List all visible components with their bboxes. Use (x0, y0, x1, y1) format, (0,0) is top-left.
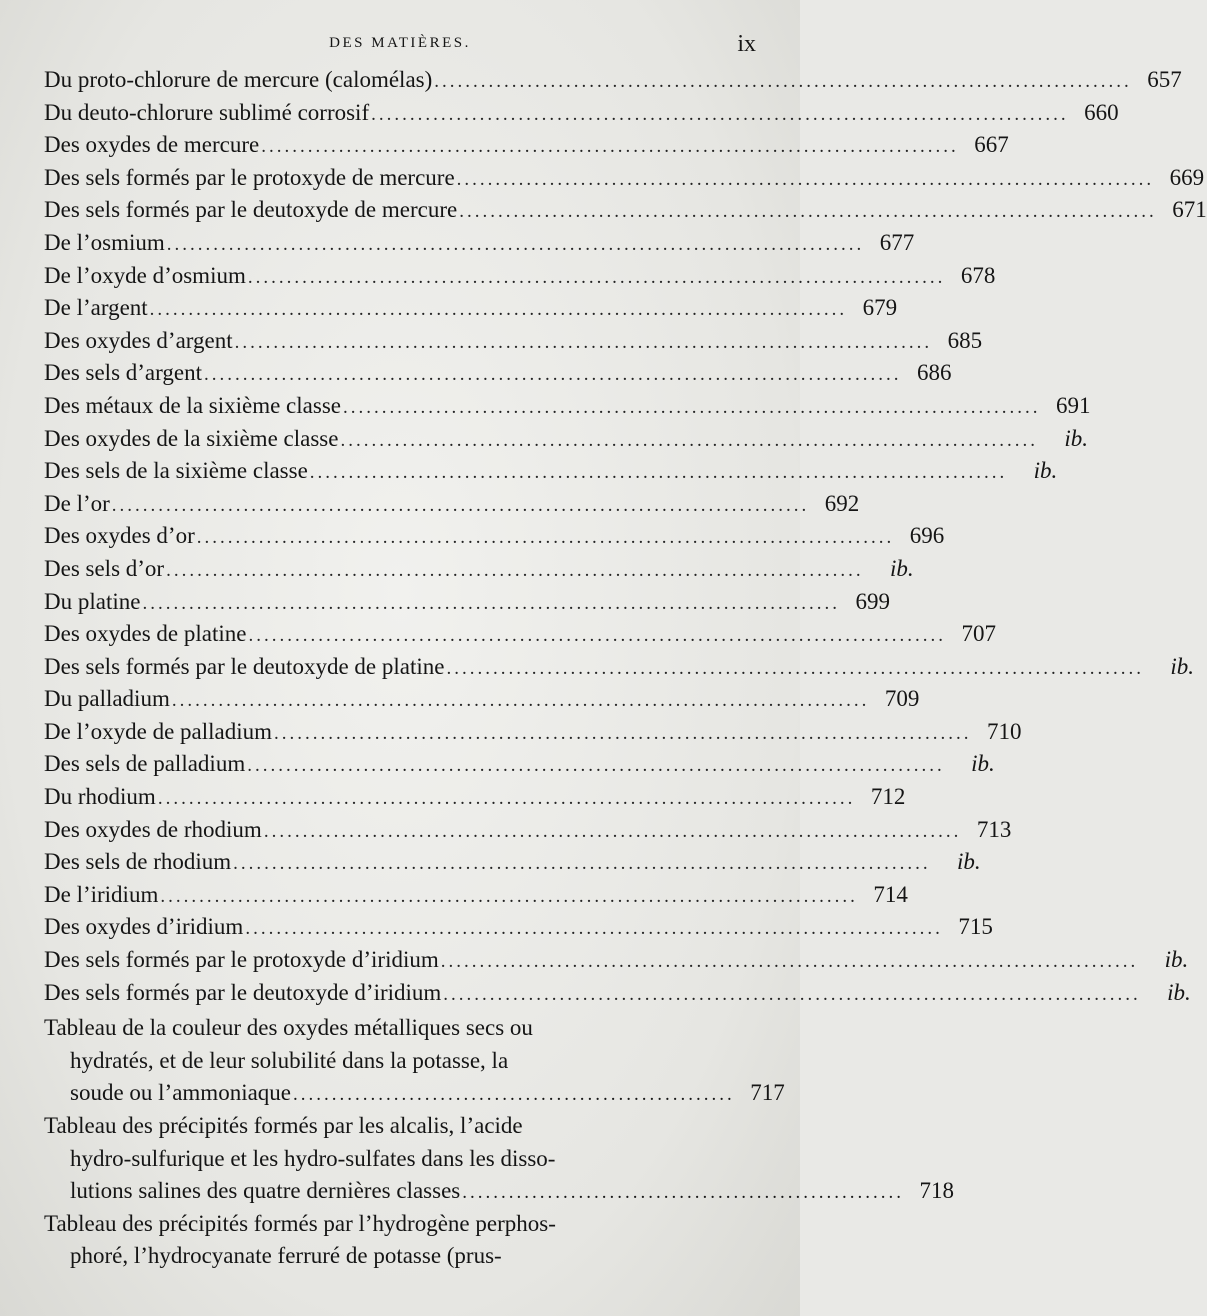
leader-dots: .......................................................................................... (340, 429, 1038, 451)
toc-entry-table-3 (44, 1208, 760, 1273)
toc-entry-title: Du proto-chlorure de mercure (calomélas) (44, 67, 433, 92)
leader-dots: .......................................................................................... (234, 331, 933, 353)
toc-entry (44, 816, 1012, 850)
toc-entry (44, 621, 996, 654)
toc-entry-line-last (44, 1175, 954, 1208)
toc-page-number: 685 (947, 327, 983, 353)
toc-page-number: 686 (916, 360, 952, 386)
leader-dots: .......................................................................................... (171, 690, 870, 712)
toc-entry-line: Tableau des précipités formés par les alcalis, l’acide (44, 1113, 523, 1138)
toc-entry (44, 914, 993, 947)
toc-page-number: 718 (919, 1178, 954, 1204)
toc-entry (44, 490, 860, 524)
toc-page-number: 671 (1172, 197, 1207, 223)
toc-page-number: 707 (961, 621, 996, 647)
toc-page-number: 669 (1169, 164, 1205, 190)
leader-dots: .......................................................................................... (245, 918, 943, 940)
toc-page-number: 667 (974, 132, 1009, 158)
toc-page-number: 710 (987, 718, 1022, 744)
toc-entry-title: Des sels formés par le protoxyde d’iridium (44, 947, 439, 973)
toc-entry (44, 523, 945, 556)
toc-entry (44, 132, 1009, 165)
toc-page-number: ib. (1170, 653, 1194, 679)
toc-entry-title: De l’osmium (44, 229, 165, 255)
leader-dots: .......................................................................................... (247, 266, 946, 288)
toc-page-number: ib. (957, 849, 981, 875)
table-of-contents (44, 67, 1207, 1273)
toc-entry-title: Des sels d’argent (44, 360, 202, 386)
leader-dots: .......................................................................................... (166, 559, 864, 581)
leader-dots: .......................................................................................... (247, 755, 945, 777)
leader-dots: ......................................................... (293, 1084, 735, 1106)
toc-page-number: ib. (1164, 947, 1189, 973)
toc-entry-title: De l’iridium (44, 881, 159, 907)
toc-page-number: 679 (862, 295, 898, 321)
toc-entry (44, 295, 898, 328)
toc-entry (44, 262, 996, 296)
toc-page-number: 712 (870, 784, 906, 810)
toc-entry (44, 881, 908, 915)
running-title: DES MATIÈRES. (329, 35, 471, 51)
toc-entry-line: hydratés, et de leur solubilité dans la potasse, la (70, 1047, 509, 1073)
toc-entry (44, 425, 1088, 459)
toc-page-number: 696 (909, 523, 945, 549)
toc-page-number: 709 (884, 686, 920, 712)
toc-entry-title: Du rhodium (44, 784, 156, 810)
toc-page-number: 717 (750, 1080, 785, 1106)
leader-dots: .......................................................................................... (274, 722, 972, 744)
toc-entry (44, 327, 983, 361)
toc-entry-title: Des sels formés par le deutoxyde de mercure (44, 197, 458, 223)
toc-page-number: 692 (824, 490, 860, 516)
toc-entry-title: Des oxydes d’or (44, 523, 195, 549)
toc-entry (44, 67, 1182, 100)
toc-entry-title: Des oxydes de mercure (44, 132, 260, 158)
toc-entry-title: De l’argent (44, 295, 148, 321)
toc-page-number: 715 (958, 914, 993, 940)
leader-dots: .......................................................................................... (459, 201, 1157, 223)
leader-dots: .......................................................................................... (142, 592, 840, 614)
toc-entry (44, 458, 1058, 491)
leader-dots: .......................................................................................... (371, 103, 1069, 125)
leader-dots: .......................................................................................... (248, 625, 946, 647)
toc-entry-line: Tableau des précipités formés par l’hydrogène perphos- (44, 1210, 556, 1236)
toc-entry-title: Des oxydes d’iridium (44, 914, 244, 940)
toc-page-number: 660 (1084, 99, 1119, 125)
leader-dots: .......................................................................................... (196, 527, 895, 549)
toc-entry (44, 588, 890, 622)
leader-dots: .......................................................................................... (261, 136, 959, 158)
leader-dots: .......................................................................................... (446, 657, 1144, 679)
leader-dots: .......................................................................................... (440, 951, 1139, 973)
leader-dots: .......................................................................................... (263, 820, 962, 842)
toc-entry-title: Du palladium (44, 686, 170, 712)
toc-page-number: ib. (971, 751, 995, 777)
leader-dots: .......................................................................................... (443, 983, 1141, 1005)
toc-page-number: ib. (1167, 979, 1191, 1005)
toc-entry (44, 197, 1207, 230)
toc-entry-title: Des sels de rhodium (44, 849, 232, 875)
leader-dots: .......................................................................................... (203, 364, 902, 386)
toc-page-number: 691 (1055, 392, 1091, 418)
leader-dots: .......................................................................................... (166, 233, 865, 255)
toc-entry (44, 849, 981, 882)
toc-entry-title: Des sels formés par le deutoxyde de platine (44, 653, 445, 679)
toc-page-number: 699 (855, 588, 890, 614)
leader-dots: .......................................................................................... (111, 494, 810, 516)
toc-page-number: 713 (976, 816, 1012, 842)
toc-entry-title-end: soude ou l’ammoniaque (70, 1080, 292, 1106)
leader-dots: .......................................................................................... (157, 788, 856, 810)
toc-entry (44, 555, 914, 589)
toc-entry-title: De l’oxyde d’osmium (44, 262, 246, 288)
toc-page-number: ib. (1033, 458, 1058, 484)
toc-page-number: 677 (879, 229, 915, 255)
toc-entries (44, 67, 1207, 1012)
toc-entry-title: Du deuto-chlorure sublimé corrosif (44, 99, 370, 125)
toc-entry (44, 751, 995, 784)
toc-entry-title: Des sels d’or (44, 555, 165, 581)
toc-entry-line: Tableau de la couleur des oxydes métalliques secs ou (44, 1015, 533, 1041)
toc-entry-table-2 (44, 1110, 954, 1208)
toc-entry-title-end: lutions salines des quatre dernières classes (70, 1178, 461, 1204)
toc-entry-title: Des métaux de la sixième classe (44, 392, 341, 418)
toc-entry-title: Des sels de palladium (44, 751, 246, 777)
toc-entry (44, 392, 1091, 426)
toc-entry-title: Des sels formés par le protoxyde de mercure (44, 164, 455, 190)
leader-dots: .......................................................................................... (149, 299, 848, 321)
leader-dots: .......................................................................................... (434, 71, 1132, 92)
toc-entry-title: Des oxydes de rhodium (44, 816, 262, 842)
toc-entry-title: De l’or (44, 490, 110, 516)
leader-dots: .......................................................................................... (456, 168, 1155, 190)
running-head (0, 33, 800, 57)
folio: ix (737, 31, 756, 57)
toc-entry (44, 164, 1205, 198)
toc-entry (44, 360, 952, 393)
toc-entry (44, 686, 920, 719)
toc-page-number: 657 (1147, 67, 1182, 92)
toc-entry-title: Des oxydes d’argent (44, 327, 233, 353)
toc-entry-title: Des oxydes de platine (44, 621, 247, 647)
toc-entry-title: Des sels formés par le deutoxyde d’iridium (44, 979, 442, 1005)
toc-entry-title: Des sels de la sixième classe (44, 458, 308, 484)
toc-page-number: ib. (1064, 425, 1088, 451)
toc-entry (44, 718, 1022, 752)
toc-entry (44, 784, 906, 817)
leader-dots: .......................................................................................... (160, 885, 858, 907)
leader-dots: ......................................................... (462, 1182, 904, 1204)
toc-page-number: 678 (960, 262, 996, 288)
toc-entry-title: Des oxydes de la sixième classe (44, 425, 339, 451)
toc-entry-line-last (44, 1077, 785, 1110)
toc-entry-line: phoré, l’hydrocyanate ferruré de potasse (prus- (70, 1243, 502, 1269)
toc-entry (44, 947, 1189, 980)
leader-dots: .......................................................................................... (233, 853, 931, 875)
toc-entry (44, 99, 1119, 133)
toc-entry (44, 229, 915, 263)
toc-page-number: 714 (873, 881, 908, 907)
toc-page-number: ib. (889, 555, 914, 581)
toc-entry (44, 979, 1191, 1013)
toc-entry-line: hydro-sulfurique et les hydro-sulfates dans les disso- (70, 1145, 556, 1171)
leader-dots: .......................................................................................... (309, 462, 1008, 484)
leader-dots: .......................................................................................... (342, 396, 1041, 418)
toc-entry-table-1 (44, 1012, 785, 1110)
toc-entry (44, 653, 1194, 687)
toc-entry-title: Du platine (44, 588, 141, 614)
toc-entry-title: De l’oxyde de palladium (44, 718, 273, 744)
